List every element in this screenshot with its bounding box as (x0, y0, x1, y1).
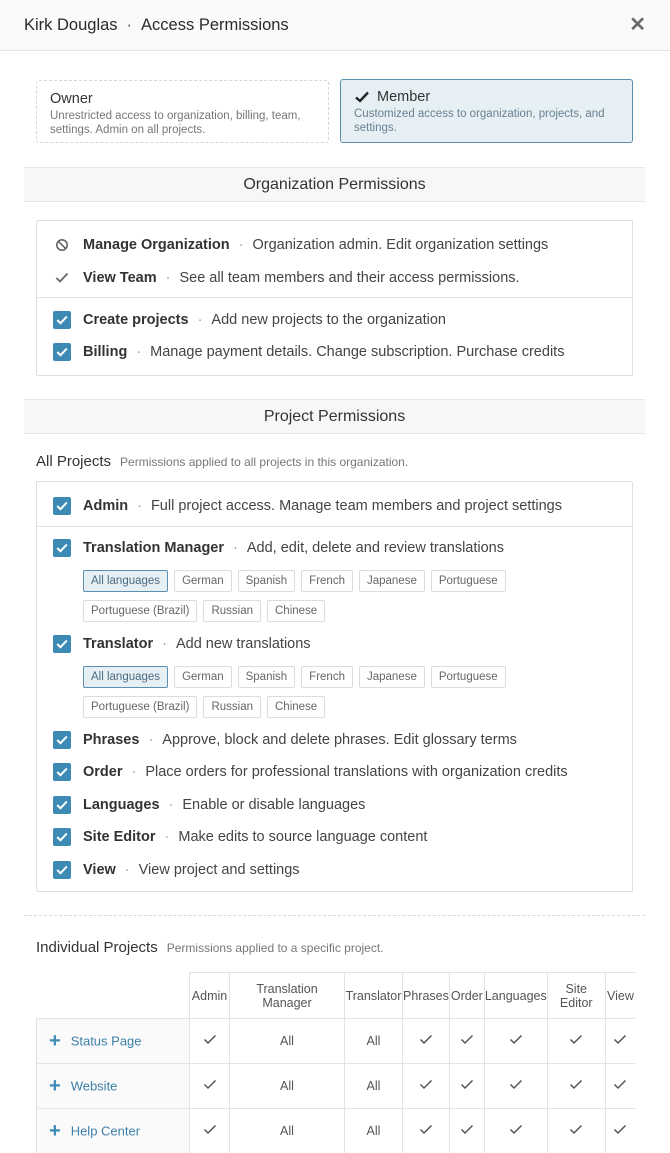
perm-desc: View project and settings (138, 862, 300, 878)
check-icon (613, 1124, 627, 1135)
languages-checkbox[interactable] (53, 796, 71, 814)
perm-label: Order (83, 764, 123, 780)
column-header: Languages (484, 973, 547, 1019)
perm-desc: Add, edit, delete and review translations (246, 540, 504, 556)
plus-icon[interactable]: + (49, 1030, 61, 1052)
divider (37, 526, 632, 527)
column-header: Site Editor (547, 973, 605, 1019)
perm-translation-manager: Translation Manager · Add, edit, delete and review translations (53, 539, 504, 557)
admin-checkbox[interactable] (53, 497, 71, 515)
tm-scope: All (230, 1109, 345, 1153)
check-icon (203, 1124, 217, 1135)
language-tag[interactable]: Japanese (359, 570, 425, 592)
role-member-option[interactable] (340, 79, 633, 143)
perm-desc: Add new projects to the organization (211, 312, 446, 328)
language-tag[interactable]: Spanish (238, 666, 296, 688)
check-icon (419, 1034, 433, 1045)
order-checkbox[interactable] (53, 763, 71, 781)
perm-admin: Admin · Full project access. Manage team members and project settings (53, 497, 562, 515)
check-icon (460, 1034, 474, 1045)
modal-header (0, 0, 670, 51)
project-link[interactable]: Status Page (70, 1033, 142, 1049)
perm-desc: Make edits to source language content (178, 829, 428, 845)
individual-projects-subtitle: Permissions applied to a specific project. (166, 941, 384, 955)
column-header: View (605, 973, 635, 1019)
translation-manager-checkbox[interactable] (53, 539, 71, 557)
table-row (37, 1109, 636, 1153)
perm-desc: Manage payment details. Change subscription. Purchase credits (150, 344, 565, 360)
language-tag[interactable]: Portuguese (Brazil) (83, 600, 197, 622)
role-owner-desc: Unrestricted access to organization, billing, team, settings. Admin on all projects. (50, 110, 301, 136)
perm-billing: Billing · Manage payment details. Change subscription. Purchase credits (53, 343, 564, 361)
column-header: Phrases (403, 973, 450, 1019)
check-icon (613, 1034, 627, 1045)
create-projects-checkbox[interactable] (53, 311, 71, 329)
modal-title: Access Permissions (141, 15, 289, 34)
check-icon (419, 1079, 433, 1090)
table-row (37, 1064, 636, 1109)
org-permissions-heading: Organization Permissions (24, 167, 645, 202)
perm-desc: Add new translations (175, 636, 311, 652)
language-tag[interactable]: Japanese (359, 666, 425, 688)
translator-scope: All (345, 1109, 403, 1153)
check-icon (460, 1124, 474, 1135)
tm-language-tags (83, 570, 553, 622)
divider (37, 297, 632, 298)
language-tag[interactable]: Portuguese (Brazil) (83, 696, 197, 718)
check-icon (203, 1079, 217, 1090)
check-icon (509, 1034, 523, 1045)
language-tag[interactable]: All languages (83, 666, 168, 688)
perm-label: Translator (83, 636, 154, 652)
billing-checkbox[interactable] (53, 343, 71, 361)
perm-view-team: View Team · See all team members and their access permissions. (53, 269, 520, 287)
role-selector (36, 79, 633, 143)
role-member-desc: Customized access to organization, projects, and settings. (354, 108, 605, 134)
org-permissions-box (36, 220, 633, 376)
user-name: Kirk Douglas (24, 15, 118, 34)
all-projects-title: All Projects (36, 453, 112, 470)
language-tag[interactable]: Chinese (267, 600, 325, 622)
phrases-checkbox[interactable] (53, 731, 71, 749)
language-tag[interactable]: German (174, 666, 232, 688)
perm-label: Manage Organization (83, 237, 230, 253)
check-icon (53, 269, 71, 287)
individual-projects-title: Individual Projects (36, 939, 158, 956)
tm-scope: All (230, 1064, 345, 1109)
perm-label: View (83, 862, 116, 878)
language-tag[interactable]: All languages (83, 570, 168, 592)
perm-view: View · View project and settings (53, 861, 300, 879)
language-tag[interactable]: Russian (203, 600, 261, 622)
view-checkbox[interactable] (53, 861, 71, 879)
check-icon (419, 1124, 433, 1135)
perm-desc: Organization admin. Edit organization settings (252, 237, 549, 253)
all-projects-subtitle: Permissions applied to all projects in this organization. (120, 455, 409, 469)
all-projects-heading (36, 453, 408, 470)
perm-manage-organization: Manage Organization · Organization admin. Edit organization settings (53, 236, 548, 254)
perm-desc: See all team members and their access permissions. (179, 270, 520, 286)
perm-label: View Team (83, 270, 157, 286)
perm-desc: Enable or disable languages (182, 797, 366, 813)
tm-scope: All (230, 1019, 345, 1064)
project-link[interactable]: Help Center (70, 1123, 141, 1139)
perm-label: Create projects (83, 312, 189, 328)
close-icon[interactable]: ✕ (629, 14, 646, 36)
column-header: Translation Manager (230, 973, 345, 1019)
perm-label: Admin (83, 498, 129, 514)
translator-language-tags (83, 666, 553, 718)
individual-projects-heading (36, 939, 384, 956)
perm-languages: Languages · Enable or disable languages (53, 796, 365, 814)
column-header: Translator (345, 973, 403, 1019)
perm-translator: Translator · Add new translations (53, 635, 311, 653)
translator-checkbox[interactable] (53, 635, 71, 653)
role-owner-name: Owner (50, 91, 93, 107)
check-icon (203, 1034, 217, 1045)
perm-order: Order · Place orders for professional translations with organization credits (53, 763, 568, 781)
site-editor-checkbox[interactable] (53, 828, 71, 846)
check-icon (354, 89, 370, 105)
check-icon (509, 1079, 523, 1090)
check-icon (460, 1079, 474, 1090)
check-icon (569, 1034, 583, 1045)
perm-desc: Approve, block and delete phrases. Edit glossary terms (162, 732, 517, 748)
check-icon (509, 1124, 523, 1135)
check-icon (569, 1079, 583, 1090)
table-row (37, 1019, 636, 1064)
column-header: Admin (190, 973, 230, 1019)
perm-site-editor: Site Editor · Make edits to source language content (53, 828, 427, 846)
language-tag[interactable]: German (174, 570, 232, 592)
language-tag[interactable]: Spanish (238, 570, 296, 592)
role-owner-option[interactable] (36, 80, 329, 143)
perm-label: Phrases (83, 732, 140, 748)
language-tag[interactable]: French (301, 666, 353, 688)
perm-label: Translation Manager (83, 540, 225, 556)
perm-desc: Full project access. Manage team members and project settings (150, 498, 562, 514)
column-header: Order (449, 973, 484, 1019)
project-link[interactable]: Website (70, 1078, 118, 1094)
translator-scope: All (345, 1064, 403, 1109)
language-tag[interactable]: Chinese (267, 696, 325, 718)
project-permissions-box (36, 481, 633, 892)
perm-desc: Place orders for professional translations with organization credits (145, 764, 568, 780)
perm-label: Site Editor (83, 829, 156, 845)
language-tag[interactable]: Russian (203, 696, 261, 718)
language-tag[interactable]: Portuguese (431, 666, 506, 688)
perm-label: Languages (83, 797, 160, 813)
perm-create-projects: Create projects · Add new projects to the organization (53, 311, 446, 329)
individual-projects-table (36, 972, 635, 1153)
role-member-name: Member (377, 89, 431, 105)
perm-phrases: Phrases · Approve, block and delete phrases. Edit glossary terms (53, 731, 517, 749)
language-tag[interactable]: Portuguese (431, 570, 506, 592)
section-divider (24, 915, 645, 916)
ban-icon (53, 236, 71, 254)
project-permissions-heading: Project Permissions (24, 399, 645, 434)
plus-icon[interactable]: + (49, 1120, 61, 1142)
header-separator: · (126, 15, 133, 34)
plus-icon[interactable]: + (49, 1075, 61, 1097)
check-icon (613, 1079, 627, 1090)
check-icon (569, 1124, 583, 1135)
perm-label: Billing (83, 344, 128, 360)
translator-scope: All (345, 1019, 403, 1064)
language-tag[interactable]: French (301, 570, 353, 592)
